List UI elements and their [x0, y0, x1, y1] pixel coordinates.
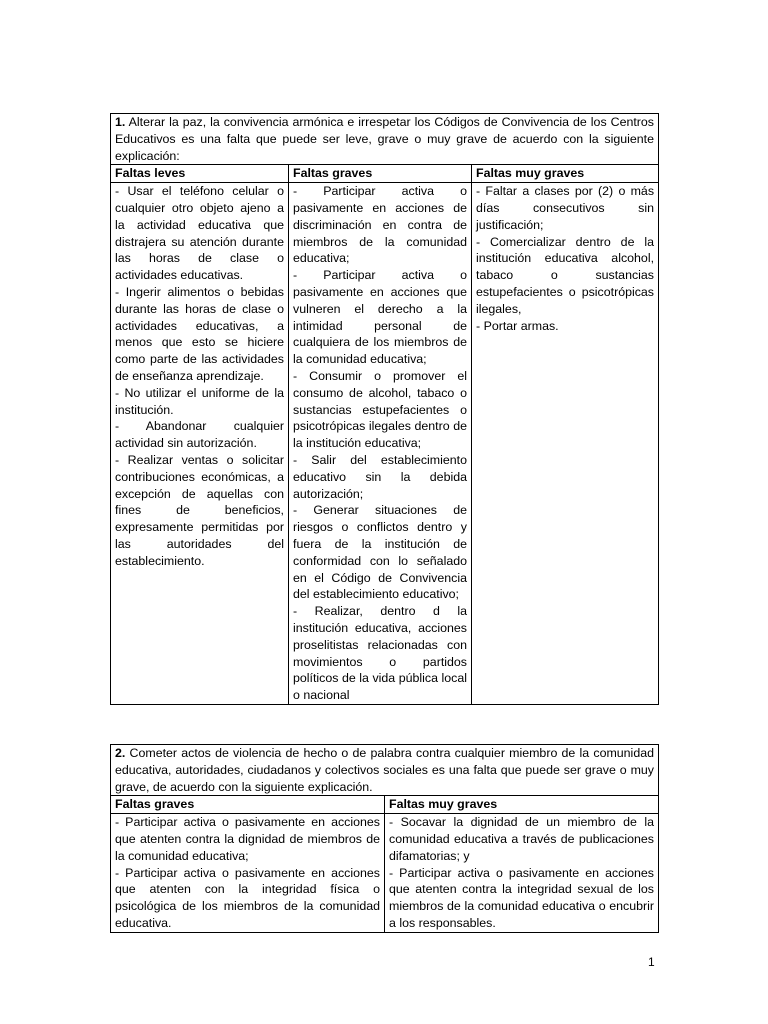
list-item: - No utilizar el uniforme de la institución.: [115, 385, 284, 417]
list-item: - Socavar la dignidad de un miembro de la comunidad educativa a través de publicaciones difamatorias; y: [389, 815, 654, 863]
column-faltas-muy-graves: [385, 814, 659, 933]
column-faltas-graves: [111, 814, 385, 933]
column-faltas-muy-graves: [472, 183, 659, 705]
header-faltas-muy-graves: Faltas muy graves: [385, 796, 659, 814]
section-1-intro-text: Alterar la paz, la convivencia armónica e irrespetar los Códigos de Convivencia de los Centros Educativos es una falta que puede ser leve, grave o muy grave de acuerdo con la siguiente explicación:: [115, 115, 655, 163]
page-number: 1: [648, 955, 655, 969]
header-faltas-leves: Faltas leves: [111, 165, 289, 183]
header-faltas-graves: Faltas graves: [289, 165, 472, 183]
list-item: - Participar activa o pasivamente en acciones que vulneren el derecho a la intimidad personal de cualquiera de los miembros de la comunidad educativa;: [293, 268, 467, 367]
list-item: - Realizar ventas o solicitar contribuciones económicas, a excepción de aquellas con fines de beneficios, expresamente permitidas por las autoridades del establecimiento.: [115, 452, 284, 568]
list-item: - Salir del establecimiento educativo sin la debida autorización;: [293, 452, 467, 501]
list-item: - Portar armas.: [476, 318, 559, 333]
list-item: - Participar activa o pasivamente en acciones que atenten contra la dignidad de miembros de la comunidad educativa;: [115, 815, 380, 863]
list-item: - Usar el teléfono celular o cualquier otro objeto ajeno a la actividad educativa que distrajera su atención durante las horas de clase o actividades educativas.: [115, 184, 284, 283]
section-2-number: 2.: [115, 746, 126, 760]
list-item: - Participar activa o pasivamente en acciones de discriminación en contra de miembros de la comunidad educativa;: [293, 184, 467, 266]
column-faltas-graves: [289, 183, 472, 705]
list-item: - Faltar a clases por (2) o más días consecutivos sin justificación;: [476, 184, 655, 232]
list-item: - Participar activa o pasivamente en acciones que atenten con la integridad física o psicológica de los miembros de la comunidad educativa.: [115, 865, 380, 930]
header-faltas-muy-graves: Faltas muy graves: [472, 165, 659, 183]
section-2-intro-text: Cometer actos de violencia de hecho o de palabra contra cualquier miembro de la comunidad educativa, autoridades, ciudadanos y colectivos sociales es una falta que puede ser grave o muy grave, de acuerdo con la siguiente explicación.: [115, 746, 654, 794]
list-item: - Abandonar cualquier actividad sin autorización.: [115, 419, 284, 451]
header-faltas-graves: Faltas graves: [111, 796, 385, 814]
list-item: - Ingerir alimentos o bebidas durante las horas de clase o actividades educativas, a menos que esto se hiciere como parte de las actividades de enseñanza aprendizaje.: [115, 284, 284, 383]
list-item: - Realizar, dentro d la institución educativa, acciones proselitistas relacionadas con movimientos o partidos políticos de la vida pública local o nacional: [293, 604, 467, 703]
faltas-table-2: [110, 744, 659, 933]
list-item: - Generar situaciones de riesgos o conflictos dentro y fuera de la institución de conformidad con lo señalado en el Código de Convivencia del establecimiento educativo;: [293, 503, 467, 602]
section-1-intro: [111, 114, 659, 165]
list-item: - Consumir o promover el consumo de alcohol, tabaco o sustancias estupefacientes o psicotrópicas ilegales dentro de la institución educativa;: [293, 368, 467, 451]
list-item: - Comercializar dentro de la institución educativa alcohol, tabaco o sustancias estupefacientes o psicotrópicas ilegales,: [476, 234, 655, 316]
faltas-table-1: [110, 113, 659, 705]
section-2-intro: [111, 745, 659, 796]
list-item: - Participar activa o pasivamente en acciones que atenten contra la integridad sexual de los miembros de la comunidad educativa o encubrir a los responsables.: [389, 865, 654, 930]
column-faltas-leves: [111, 183, 289, 705]
section-1-number: 1.: [115, 115, 126, 129]
